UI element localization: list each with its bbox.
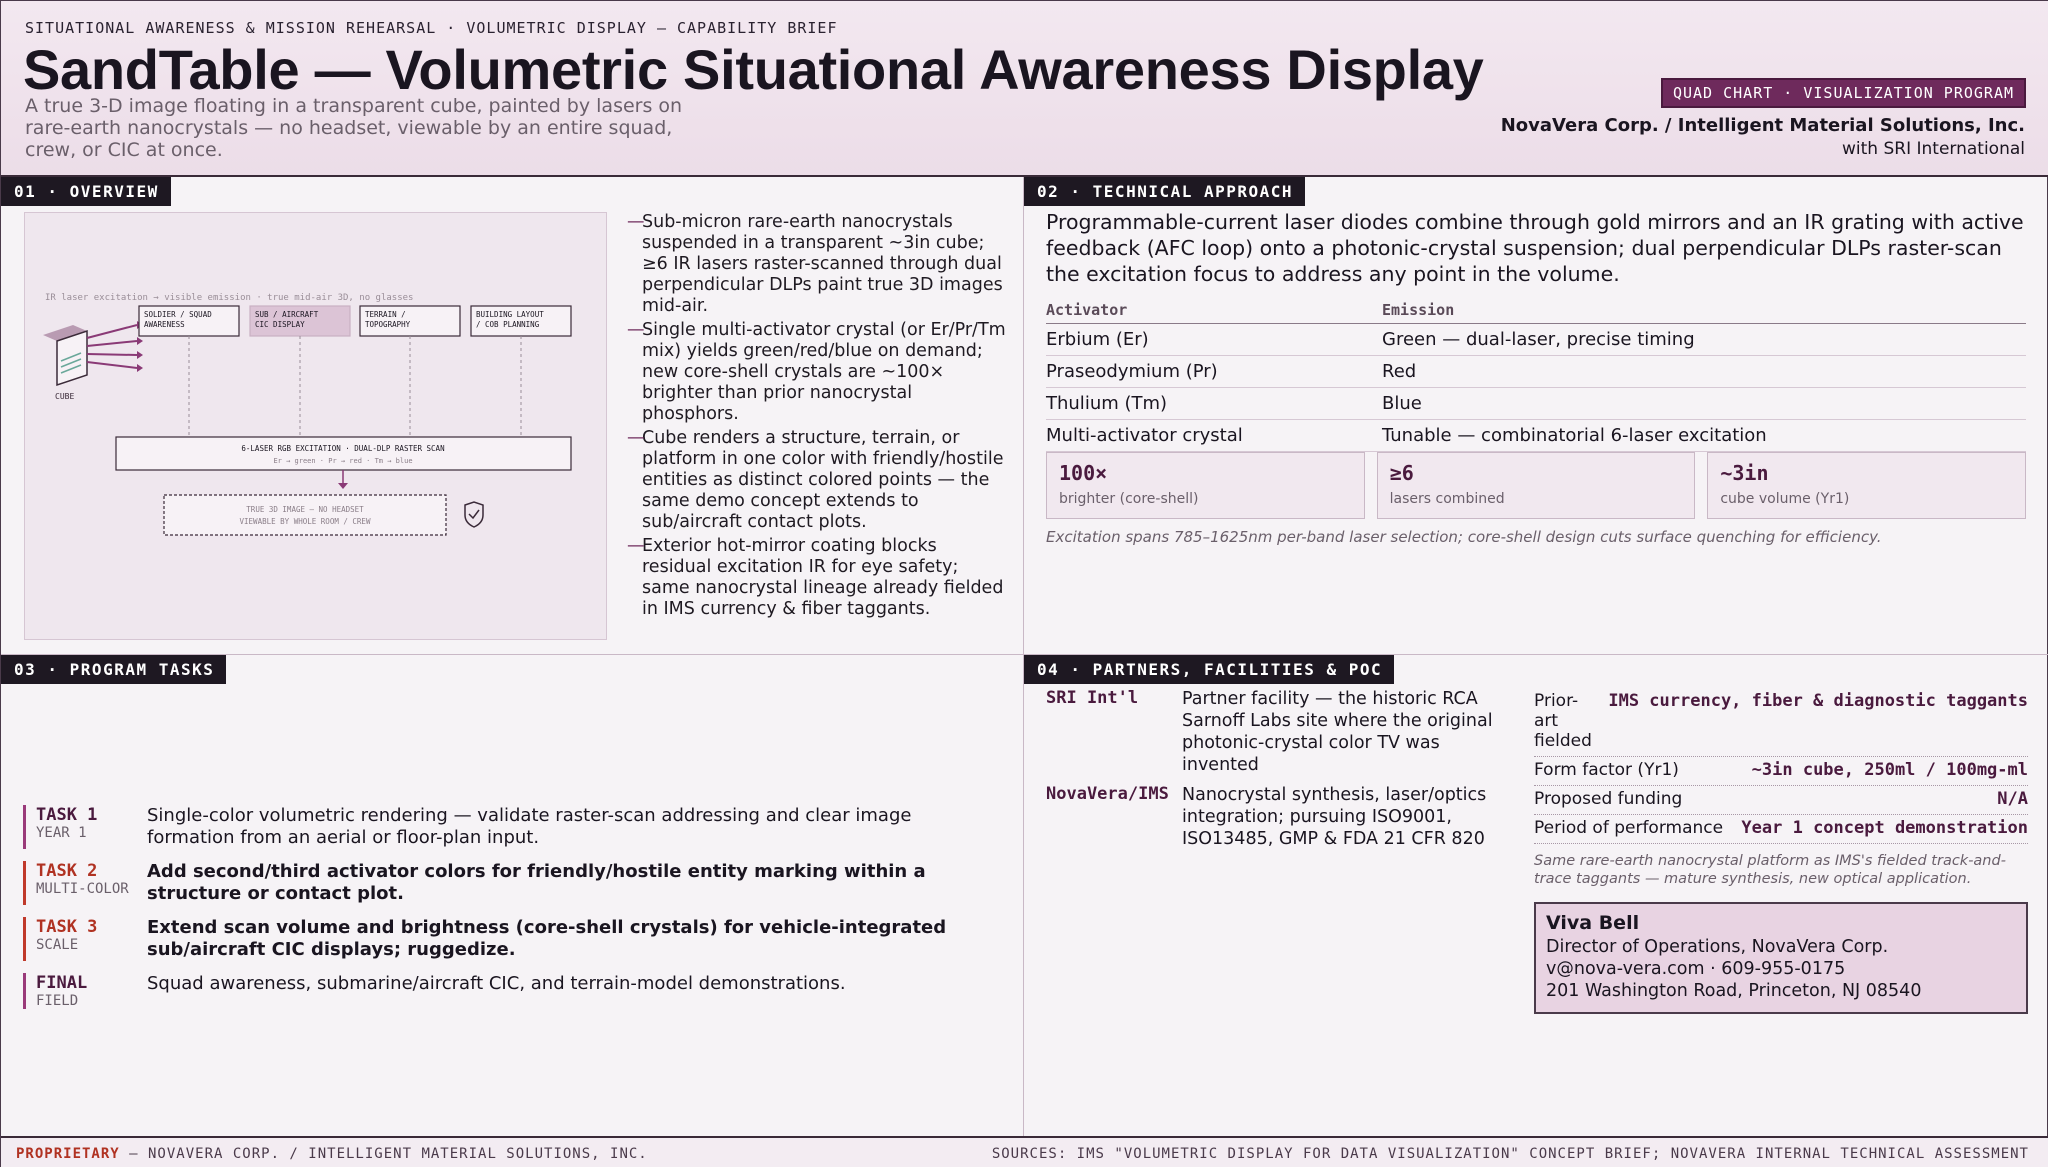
point-of-contact-card [1534, 902, 2028, 1014]
fact-value: IMS currency, fiber & diagnostic taggants [1608, 691, 2028, 711]
list-item: — Sub-micron rare-earth nanocrystals suspended in a transparent ~3in cube; ≥6 IR lasers raster-scanned through dual perpendicular DLPs paint true 3D images mid-air. [627, 212, 1007, 317]
stat-value: ~3in [1720, 461, 1769, 485]
task-code [23, 861, 147, 905]
connector-lines [189, 336, 521, 435]
overview-quadrant [1, 177, 1024, 655]
partner-row [1046, 688, 1506, 776]
task-phase: YEAR 1 [36, 825, 87, 841]
task-code [23, 973, 147, 1009]
page-title: SandTable — Volumetric Situational Awareness Display [23, 38, 1484, 101]
facts-note: Same rare-earth nanocrystal platform as IMS's fielded track-and-trace taggants — mature synthesis, new optical application. [1534, 853, 2006, 887]
svg-text:TOPOGRAPHY: TOPOGRAPHY [365, 320, 411, 329]
partners-label: 04 · PARTNERS, FACILITIES & POC [1024, 655, 1394, 684]
approach-text: Programmable-current laser diodes combine through gold mirrors and an IR grating with active feedback (AFC loop) onto a photonic-crystal suspension; dual perpendicular DLPs raster-scan the excitation focus to address any point in the volume. [1046, 210, 2024, 286]
approach-note: Excitation spans 785–1625nm per-band laser selection; core-shell design cuts surface quenching for efficiency. [1046, 528, 1882, 546]
task-description: Add second/third activator colors for friendly/hostile entity marking within a structure or contact plot. [147, 861, 926, 904]
column-header-activator: Activator [1046, 297, 1382, 324]
task-item [23, 861, 1003, 905]
stat-card [1377, 452, 1696, 519]
poc-contact[interactable]: v@nova-vera.com · 609-955-0175 [1546, 959, 1846, 979]
task-description: Single-color volumetric rendering — validate raster-scan addressing and clear image formation from an aerial or floor-plan input. [147, 805, 912, 848]
program-badge: QUAD CHART · VISUALIZATION PROGRAM [1661, 78, 2026, 108]
list-item: — Cube renders a structure, terrain, or platform in one color with friendly/hostile entities as distinct colored points — the same demo concept extends to sub/aircraft contact plots. [627, 428, 1007, 533]
task-number: TASK 2 [36, 861, 98, 881]
partners-quadrant [1024, 655, 2048, 1136]
task-description: Extend scan volume and brightness (core-shell crystals) for vehicle-integrated sub/aircraft CIC displays; ruggedize. [147, 917, 947, 960]
fact-row [1534, 757, 2028, 786]
header [1, 1, 2048, 177]
partner-row [1046, 784, 1506, 850]
stat-label: lasers combined [1389, 491, 1505, 507]
table-header-row [1046, 297, 2026, 324]
program-tasks-quadrant [1, 655, 1024, 1136]
svg-text:AWARENESS: AWARENESS [144, 320, 185, 329]
shield-icon [465, 502, 483, 527]
kicker: SITUATIONAL AWARENESS & MISSION REHEARSAL · VOLUMETRIC DISPLAY — CAPABILITY BRIEF [25, 19, 838, 37]
program-tasks-label: 03 · PROGRAM TASKS [1, 655, 226, 684]
partner-name: SRI Int'l [1046, 688, 1139, 708]
partner-description: Nanocrystal synthesis, laser/optics integration; pursuing ISO9001, ISO13485, GMP & FDA 21 CFR 820 [1182, 785, 1487, 849]
poc-title: Director of Operations, NovaVera Corp. [1546, 937, 1889, 957]
footer-left [16, 1146, 648, 1162]
fact-key: Period of performance [1534, 818, 1724, 838]
stat-value: 100× [1059, 461, 1108, 485]
activator-cell: Praseodymium (Pr) [1046, 356, 1382, 388]
application-box-4 [471, 306, 571, 336]
svg-text:TRUE 3D IMAGE — NO HEADSET: TRUE 3D IMAGE — NO HEADSET [246, 505, 364, 514]
diagram-caption: IR laser excitation → visible emission · true mid-air 3D, no glasses [45, 293, 414, 303]
output-box [164, 495, 446, 535]
task-description: Squad awareness, submarine/aircraft CIC, and terrain-model demonstrations. [147, 973, 846, 994]
overview-bullets [627, 212, 1007, 623]
activator-table [1046, 297, 2026, 452]
down-arrow-head [338, 483, 348, 489]
task-item [23, 973, 1003, 1009]
partner-description: Partner facility — the historic RCA Sarnoff Labs site where the original photonic-crystal color TV was invented [1182, 689, 1493, 775]
column-header-emission: Emission [1382, 297, 2026, 324]
overview-label: 01 · OVERVIEW [1, 177, 171, 206]
svg-text:/ COB PLANNING: / COB PLANNING [476, 320, 540, 329]
application-box-1 [139, 306, 239, 336]
stat-card [1707, 452, 2026, 519]
program-facts [1534, 688, 2028, 1014]
fact-row [1534, 815, 2028, 844]
svg-text:BUILDING LAYOUT: BUILDING LAYOUT [476, 310, 544, 319]
task-number: FINAL [36, 973, 88, 993]
task-code [23, 917, 147, 961]
emission-cell: Blue [1382, 388, 2026, 420]
fact-key: Form factor (Yr1) [1534, 760, 1679, 780]
footer-company: — NOVAVERA CORP. / INTELLIGENT MATERIAL SOLUTIONS, INC. [119, 1146, 648, 1162]
stat-value: ≥6 [1389, 461, 1414, 485]
fact-value: ~3in cube, 250ml / 100mg-ml [1751, 760, 2028, 780]
svg-text:CIC DISPLAY: CIC DISPLAY [255, 320, 305, 329]
task-phase: MULTI-COLOR [36, 881, 129, 897]
cube-icon [43, 325, 87, 385]
concept-diagram [24, 212, 607, 640]
stat-label: brighter (core-shell) [1059, 491, 1199, 507]
emission-cell: Tunable — combinatorial 6-laser excitation [1382, 420, 2026, 452]
task-number: TASK 1 [36, 805, 98, 825]
technical-approach-label: 02 · TECHNICAL APPROACH [1024, 177, 1305, 206]
excitation-bar [116, 437, 571, 470]
svg-text:SUB / AIRCRAFT: SUB / AIRCRAFT [255, 310, 319, 319]
emission-cell: Red [1382, 356, 2026, 388]
application-box-3 [360, 306, 460, 336]
footer [1, 1136, 2048, 1167]
task-phase: FIELD [36, 993, 79, 1009]
task-code [23, 805, 147, 849]
task-item [23, 805, 1003, 849]
footer-sources: SOURCES: IMS "VOLUMETRIC DISPLAY FOR DATA VISUALIZATION" CONCEPT BRIEF; NOVAVERA INTERNAL TECHNICAL ASSESSMENT [991, 1146, 2029, 1162]
list-item: — Single multi-activator crystal (or Er/Pr/Tm mix) yields green/red/blue on demand; new core-shell crystals are ~100× brighter than prior nanocrystal phosphors. [627, 320, 1007, 425]
laser-arrows [87, 325, 137, 368]
fact-row [1534, 688, 2028, 757]
list-item: — Exterior hot-mirror coating blocks residual excitation IR for eye safety; same nanocrystal lineage already fielded in IMS currency & fiber taggants. [627, 536, 1007, 620]
page-subtitle: A true 3-D image floating in a transparent cube, painted by lasers on rare-earth nanocrystals — no headset, viewable by an entire squad, crew, or CIC at once. [25, 95, 683, 161]
application-box-2 [250, 306, 350, 336]
partner-organization: with SRI International [1842, 139, 2025, 159]
stat-card [1046, 452, 1365, 519]
poc-name: Viva Bell [1546, 912, 1640, 934]
proprietary-label: PROPRIETARY [16, 1146, 120, 1162]
technical-approach-quadrant [1024, 177, 2048, 655]
poc-address: 201 Washington Road, Princeton, NJ 08540 [1546, 981, 1922, 1001]
svg-text:Er → green · Pr → red · Tm → b: Er → green · Pr → red · Tm → blue [273, 457, 413, 465]
fact-row [1534, 786, 2028, 815]
activator-cell: Multi-activator crystal [1046, 420, 1382, 452]
partner-list [1046, 688, 1506, 858]
svg-text:TERRAIN /: TERRAIN / [365, 310, 406, 319]
task-number: TASK 3 [36, 917, 98, 937]
emission-cell: Green — dual-laser, precise timing [1382, 324, 2026, 356]
fact-value: N/A [1997, 789, 2028, 809]
task-list [23, 805, 1003, 1021]
fact-key: Proposed funding [1534, 789, 1683, 809]
organization: NovaVera Corp. / Intelligent Material Solutions, Inc. [1500, 115, 2025, 136]
svg-text:VIEWABLE BY WHOLE ROOM / CREW: VIEWABLE BY WHOLE ROOM / CREW [239, 517, 371, 526]
table-row [1046, 356, 2026, 388]
concept-diagram-svg [25, 213, 608, 641]
cube-label: CUBE [55, 392, 75, 401]
activator-cell: Erbium (Er) [1046, 324, 1382, 356]
task-phase: SCALE [36, 937, 79, 953]
table-row [1046, 324, 2026, 356]
partner-name: NovaVera/IMS [1046, 784, 1169, 804]
stat-label: cube volume (Yr1) [1720, 491, 1850, 507]
fact-key: Prior-art fielded [1534, 691, 1592, 751]
svg-text:SOLDIER / SQUAD: SOLDIER / SQUAD [144, 310, 212, 319]
table-row [1046, 420, 2026, 452]
activator-cell: Thulium (Tm) [1046, 388, 1382, 420]
table-row [1046, 388, 2026, 420]
task-item [23, 917, 1003, 961]
svg-text:6-LASER RGB EXCITATION · DUAL-: 6-LASER RGB EXCITATION · DUAL-DLP RASTER SCAN [241, 444, 445, 453]
fact-value: Year 1 concept demonstration [1741, 818, 2028, 838]
stat-cards [1046, 452, 2026, 519]
